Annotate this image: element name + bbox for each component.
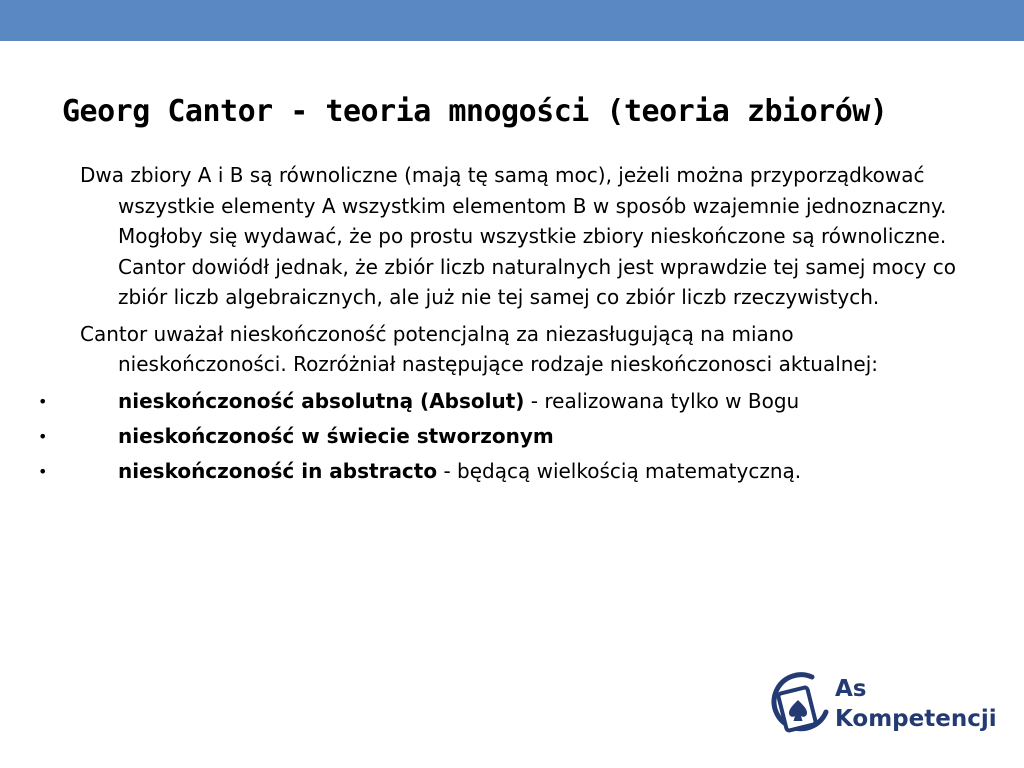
slide-title: Georg Cantor - teoria mnogości (teoria zbiorów) [62, 94, 888, 129]
list-item-description: - będącą wielkością matematyczną. [437, 458, 802, 483]
paragraph-infinity-types: Cantor uważał nieskończoność potencjalną za niezasługującą na miano nieskończoności. Rozróżniał następujące rodzaje nieskończonosci aktualnej: [80, 321, 879, 376]
as-kompetencji-logo [768, 668, 998, 744]
top-accent-bar [0, 0, 1024, 41]
list-item-term: nieskończoność absolutną (Absolut) [118, 388, 525, 413]
spade-logo-icon [768, 668, 832, 744]
list-item-description: - realizowana tylko w Bogu [524, 388, 800, 413]
list-item [38, 419, 960, 454]
logo-line-as: As [835, 676, 867, 702]
bullet-icon: • [38, 391, 48, 411]
infinity-types-list [38, 384, 960, 489]
list-item-term: nieskończoność w świecie stworzonym [118, 423, 554, 448]
paragraph-equinumerous: Dwa zbiory A i B są równoliczne (mają tę samą moc), jeżeli można przyporządkować wszystkie elementy A wszystkim elementom B w sposób wzajemnie jednoznaczny. Mogłoby się wydawać, że po prostu wszystkie zbiory nieskończone są równoliczne. Cantor dowiódł jednak, że zbiór liczb naturalnych jest wprawdzie tej samej mocy co zbiór liczb algebraicznych, ale już nie tej samej co zbiór liczb rzeczywistych. [80, 163, 956, 309]
slide-body [38, 160, 960, 489]
list-item [38, 454, 960, 489]
bullet-icon: • [38, 426, 48, 446]
logo-line-kompetencji: Kompetencji [835, 706, 997, 732]
list-item-term: nieskończoność in abstracto [118, 458, 438, 483]
bullet-icon: • [38, 461, 48, 481]
list-item [38, 384, 960, 419]
